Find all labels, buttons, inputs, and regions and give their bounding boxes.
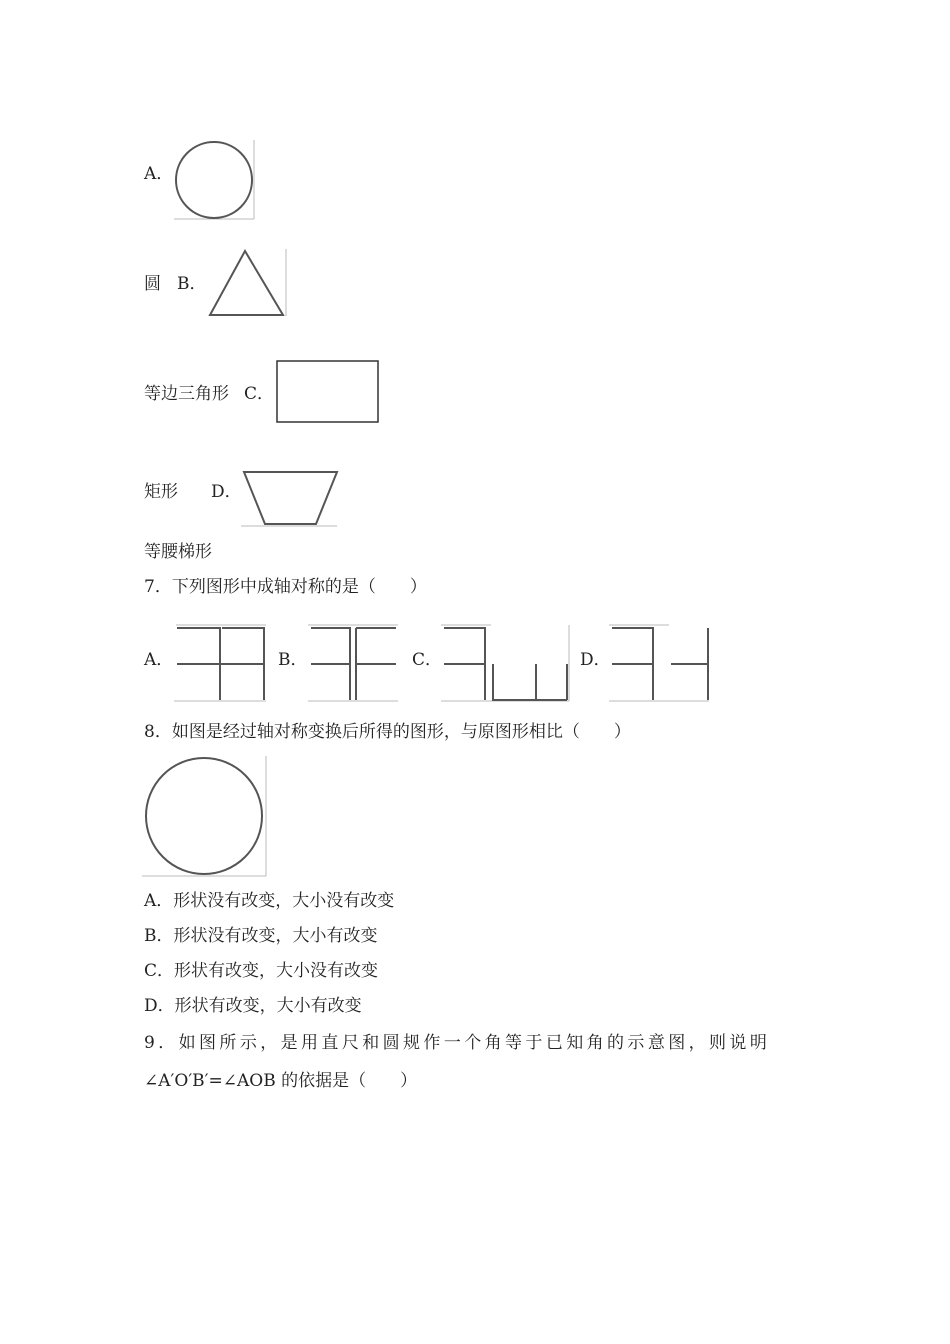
circle-figure — [174, 140, 258, 222]
q6-option-b-label: B． — [177, 274, 207, 294]
q8-choice-c: C．形状有改变，大小没有改变 — [144, 961, 379, 981]
q7-question: 7．下列图形中成轴对称的是（ ） — [144, 577, 427, 597]
q9-question-line2: ∠A′O′B′=∠AOB 的依据是（ ） — [144, 1071, 418, 1091]
q6-option-c-caption: 矩形 — [144, 482, 178, 502]
q7-figure-c — [441, 625, 573, 705]
q9-question-line1: 9．如图所示，是用直尺和圆规作一个角等于已知角的示意图，则说明 — [144, 1033, 771, 1053]
q6-option-c-label: C． — [244, 384, 275, 404]
q6-option-a-caption: 圆 — [144, 274, 161, 294]
q8-circle-figure — [142, 756, 270, 880]
q8-question: 8．如图是经过轴对称变换后所得的图形，与原图形相比（ ） — [144, 722, 631, 742]
q8-choice-b: B．形状没有改变，大小有改变 — [144, 926, 378, 946]
triangle-figure — [207, 249, 289, 319]
q7-figure-d — [609, 625, 713, 705]
q7-figure-a — [174, 625, 270, 705]
q6-option-a-label: A． — [144, 164, 174, 184]
q6-option-d-caption: 等腰梯形 — [144, 542, 212, 562]
q6-option-d-label: D． — [211, 482, 242, 502]
q7-option-c-label: C． — [412, 650, 443, 670]
trapezoid-figure — [241, 470, 341, 530]
q7-figure-b — [308, 625, 402, 705]
q6-option-b-caption: 等边三角形 — [144, 384, 229, 404]
rectangle-figure — [276, 360, 380, 425]
q7-option-b-label: B． — [278, 650, 308, 670]
q7-option-a-label: A． — [144, 650, 174, 670]
q7-option-d-label: D． — [580, 650, 611, 670]
q8-choice-a: A．形状没有改变，大小没有改变 — [144, 891, 395, 911]
q8-choice-d: D．形状有改变，大小有改变 — [144, 996, 362, 1016]
